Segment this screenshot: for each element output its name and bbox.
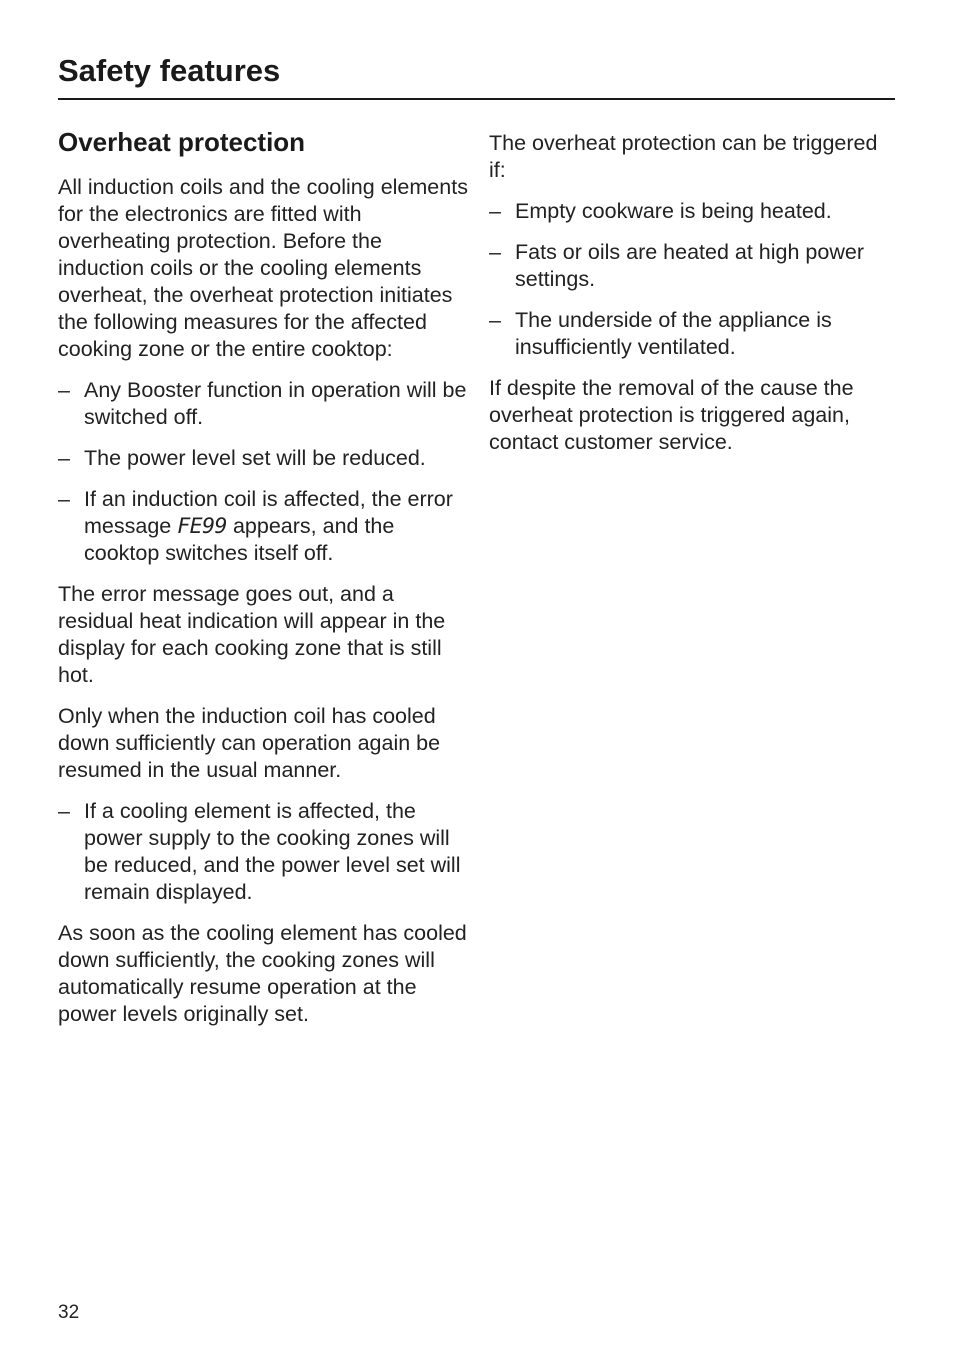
list-item bbox=[489, 307, 894, 361]
list-item-text: The power level set will be reduced. bbox=[84, 446, 426, 470]
measures-list bbox=[58, 377, 468, 567]
list-item-text: Fats or oils are heated at high power settings. bbox=[515, 240, 864, 291]
list-item-text: Empty cookware is being heated. bbox=[515, 199, 832, 223]
list-item bbox=[489, 198, 894, 225]
title-divider bbox=[58, 98, 895, 100]
list-item-text: appears, and the cooktop switches itself off. bbox=[84, 514, 395, 565]
error-paragraph: The error message goes out, and a residual heat indication will appear in the display for each cooking zone that is still hot. bbox=[58, 582, 446, 687]
list-item-text: If an induction coil is affected, the error message bbox=[84, 487, 453, 538]
page-number: 32 bbox=[58, 1302, 80, 1323]
list-item bbox=[58, 798, 468, 906]
triggers-list bbox=[489, 198, 894, 361]
list-item-text: Any Booster function in operation will be switched off. bbox=[84, 378, 467, 429]
dash-bullet: – bbox=[489, 240, 501, 264]
service-paragraph: If despite the removal of the cause the overheat protection is triggered again, contact customer service. bbox=[489, 376, 854, 454]
dash-bullet: – bbox=[58, 487, 70, 511]
dash-bullet: – bbox=[489, 308, 501, 332]
intro-paragraph: All induction coils and the cooling elements for the electronics are fitted with overheating protection. Before the induction coils or the cooling elements overheat, the overheat protection initiates the following measures for the affected cooking zone or the entire cooktop: bbox=[58, 175, 468, 361]
section-heading: Overheat protection bbox=[58, 127, 306, 157]
cooling-list bbox=[58, 798, 468, 906]
dash-bullet: – bbox=[489, 199, 501, 223]
trigger-intro: The overheat protection can be triggered if: bbox=[489, 131, 878, 182]
cooling-paragraph: As soon as the cooling element has cooled down sufficiently, the cooking zones will automatically resume operation at the power levels originally set. bbox=[58, 921, 467, 1026]
dash-bullet: – bbox=[58, 446, 70, 470]
list-item bbox=[58, 486, 468, 567]
list-item-text: If a cooling element is affected, the power supply to the cooking zones will be reduced, and the power level set will remain displayed. bbox=[84, 799, 461, 904]
right-column bbox=[489, 130, 894, 470]
resume-paragraph: Only when the induction coil has cooled down sufficiently can operation again be resumed in the usual manner. bbox=[58, 704, 441, 782]
dash-bullet: – bbox=[58, 378, 70, 402]
list-item-text: The underside of the appliance is insufficiently ventilated. bbox=[515, 308, 832, 359]
dash-bullet: – bbox=[58, 799, 70, 823]
list-item bbox=[58, 377, 468, 431]
left-column bbox=[58, 126, 468, 1042]
page-title: Safety features bbox=[58, 53, 281, 88]
error-code: FE99 bbox=[177, 514, 227, 539]
list-item bbox=[58, 445, 468, 472]
list-item bbox=[489, 239, 894, 293]
